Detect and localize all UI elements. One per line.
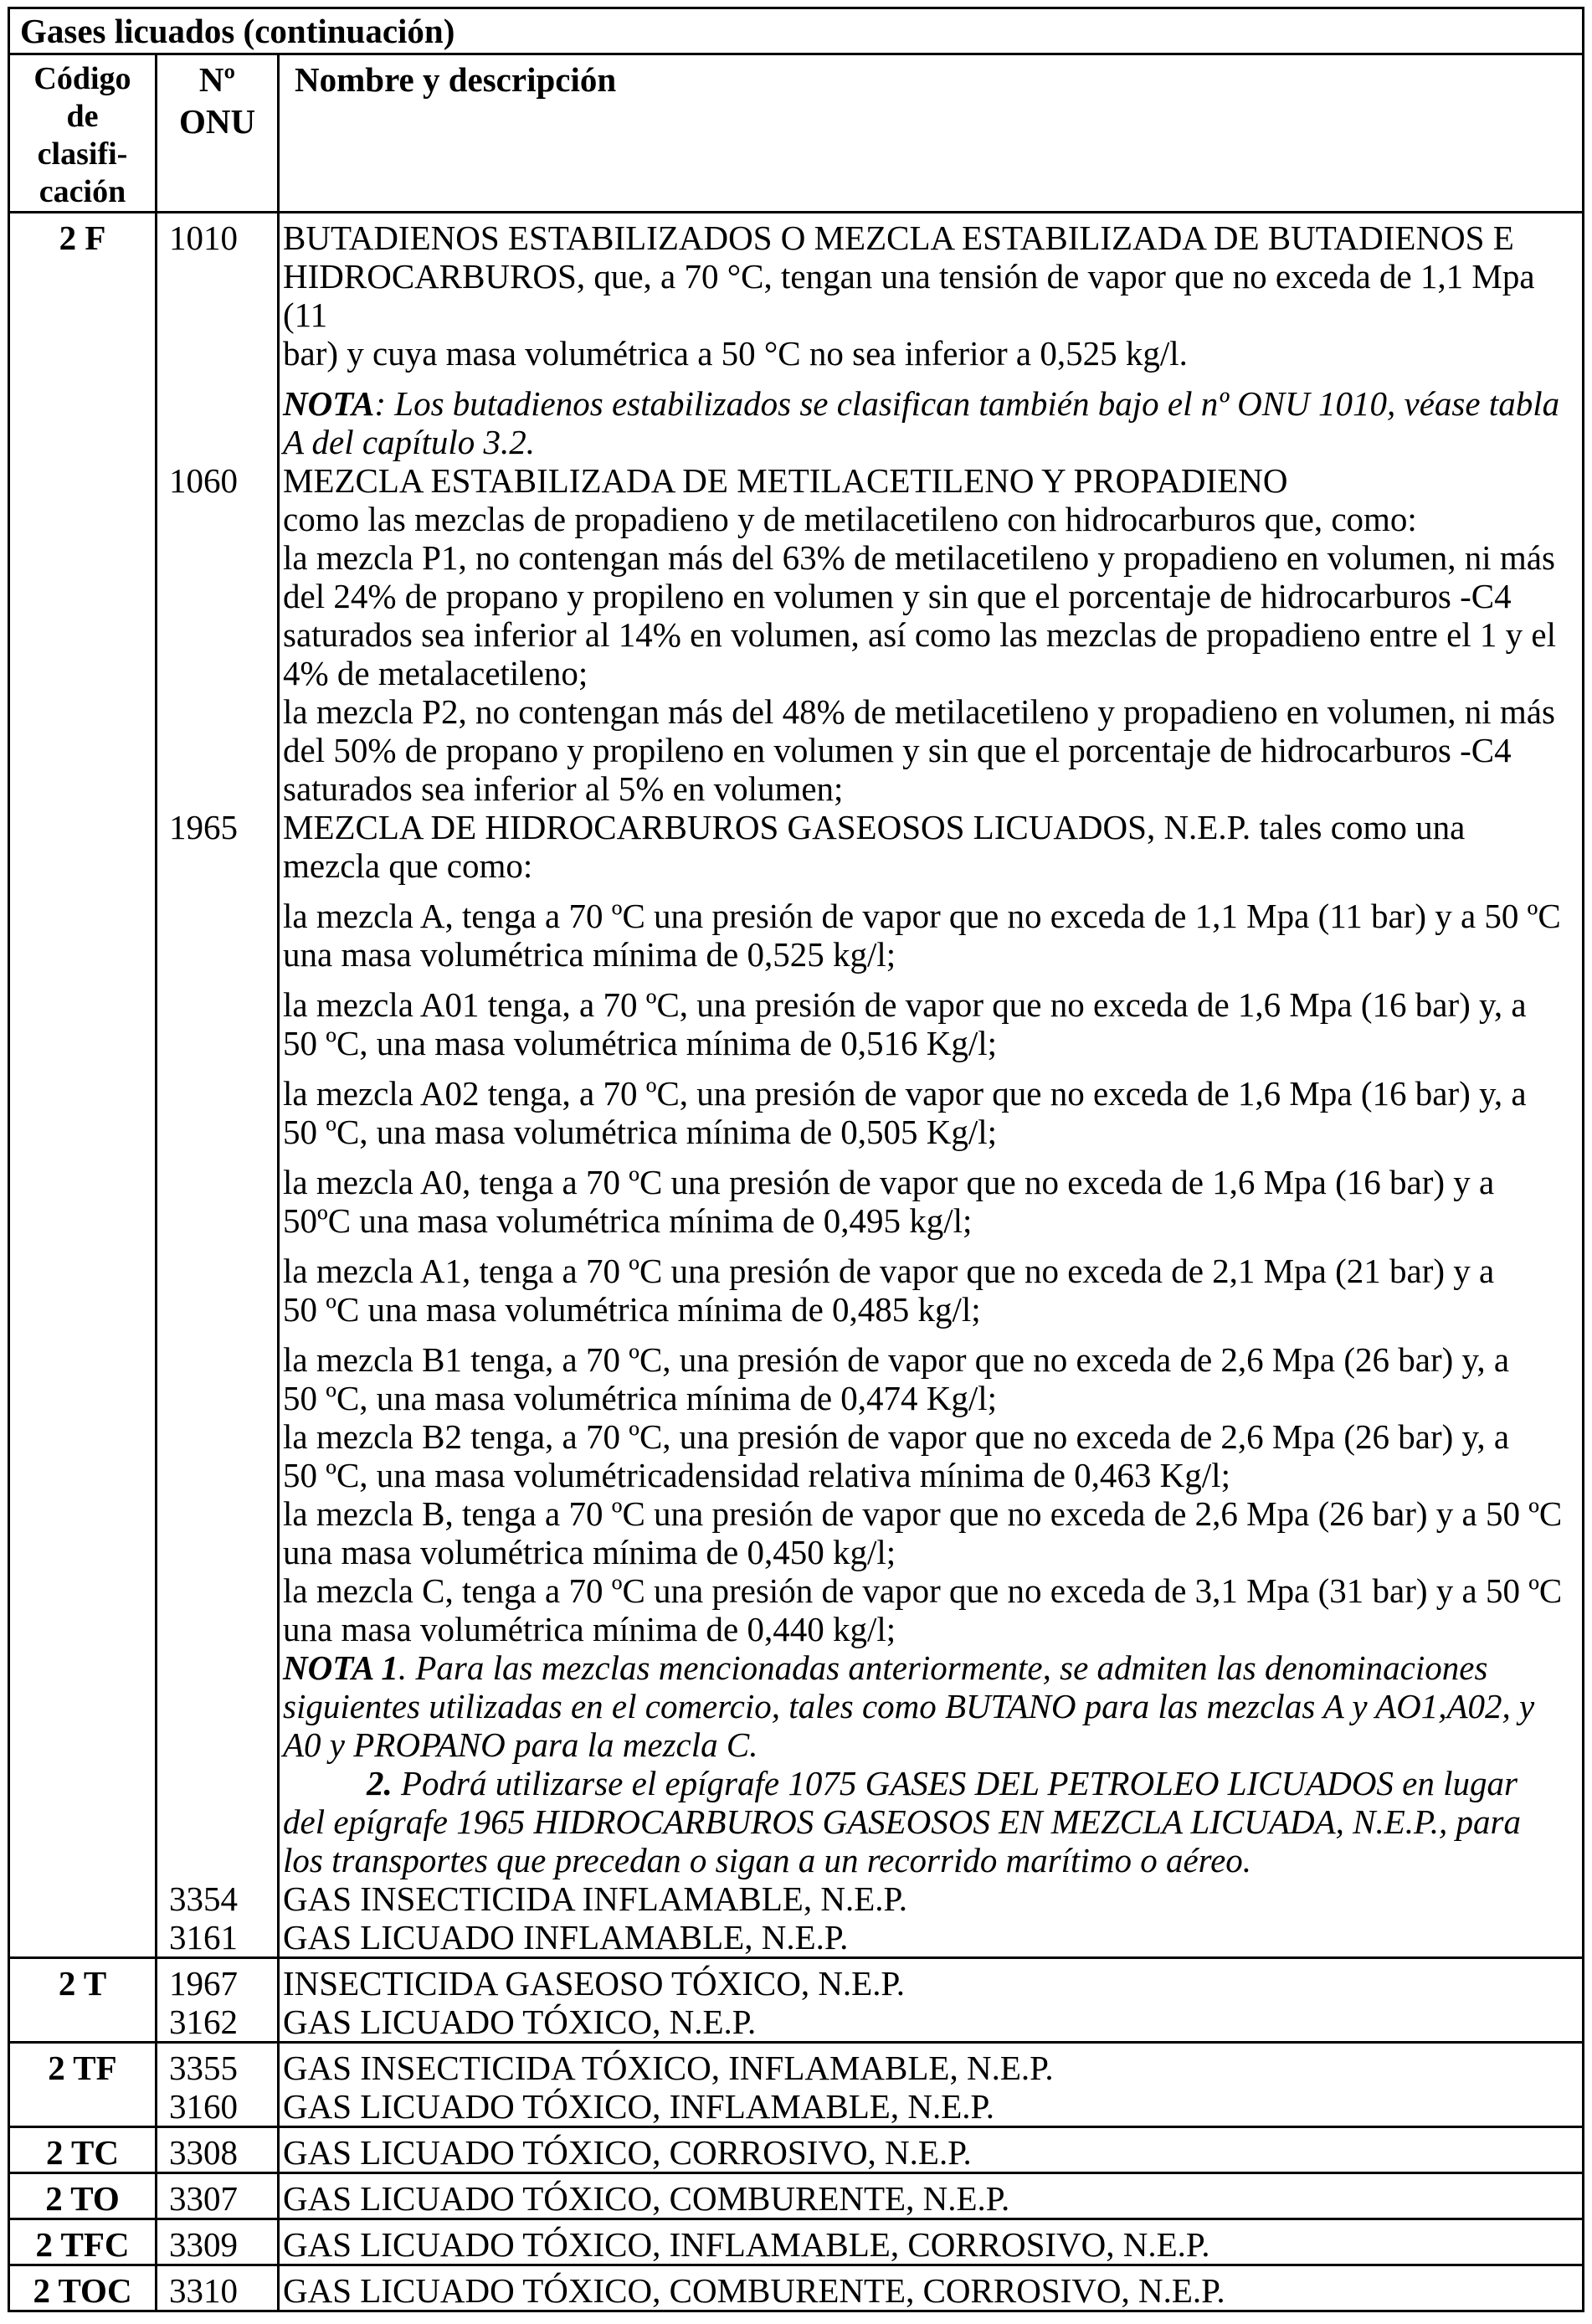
un-number: 3308 bbox=[169, 2133, 238, 2172]
description-line: del 24% de propano y propileno en volumen y sin que el porcentaje de hidrocarburos -C4 bbox=[283, 577, 1512, 615]
document-page bbox=[8, 7, 1584, 2314]
table-row bbox=[9, 2219, 1584, 2265]
description-line: GAS LICUADO TÓXICO, N.E.P. bbox=[283, 2003, 757, 2041]
un-number: 1060 bbox=[169, 461, 238, 500]
note-label: NOTA bbox=[283, 384, 375, 423]
note-text: Podrá utilizarse el epígrafe 1075 GASES DEL PETROLEO LICUADOS en lugar bbox=[392, 1764, 1518, 1802]
table-row bbox=[9, 2173, 1584, 2219]
un-number: 3309 bbox=[169, 2225, 238, 2264]
un-number-cell bbox=[157, 2265, 279, 2311]
table-row bbox=[9, 213, 1584, 1958]
description-line: INSECTICIDA GASEOSO TÓXICO, N.E.P. bbox=[283, 1964, 905, 2003]
note-label: 2. bbox=[367, 1764, 393, 1802]
entry-description bbox=[280, 2179, 1582, 2218]
description-line: bar) y cuya masa volumétrica a 50 °C no sea inferior a 0,525 kg/l. bbox=[283, 334, 1188, 373]
entry-description bbox=[280, 1918, 1582, 1956]
note-text: . Para las mezclas mencionadas anteriormente, se admiten las denominaciones bbox=[398, 1648, 1488, 1687]
header-code-line: de bbox=[66, 99, 99, 134]
note bbox=[283, 384, 1567, 461]
un-number: 3310 bbox=[169, 2271, 238, 2310]
entry-description bbox=[280, 2049, 1582, 2087]
description-line: GAS LICUADO TÓXICO, COMBURENTE, N.E.P. bbox=[283, 2179, 1010, 2218]
note-text: : Los butadienos estabilizados se clasifican también bajo el nº ONU 1010, véase tabla bbox=[374, 384, 1560, 423]
description-line: como las mezclas de propadieno y de metilacetileno con hidrocarburos que, como: bbox=[283, 500, 1417, 538]
description-line: GAS LICUADO TÓXICO, INFLAMABLE, CORROSIVO, N.E.P. bbox=[283, 2225, 1210, 2264]
un-number-cell bbox=[157, 213, 279, 1958]
entry-description bbox=[280, 1964, 1582, 2003]
mixture-line: la mezcla A0, tenga a 70 ºC una presión de vapor que no exceda de 1,6 Mpa (16 bar) y a bbox=[283, 1163, 1495, 1201]
classification-code: 2 TFC bbox=[9, 2219, 157, 2265]
un-number: 1967 bbox=[169, 1964, 238, 2003]
description-line: GAS LICUADO TÓXICO, COMBURENTE, CORROSIVO, N.E.P. bbox=[283, 2271, 1225, 2310]
un-number-cell bbox=[157, 2173, 279, 2219]
description-line: HIDROCARBUROS, que, a 70 °C, tengan una tensión de vapor que no exceda de 1,1 Mpa (11 bbox=[283, 257, 1535, 334]
description-cell bbox=[279, 2127, 1584, 2173]
table-row bbox=[9, 2265, 1584, 2311]
mixture-line: una masa volumétrica mínima de 0,525 kg/l; bbox=[283, 935, 896, 974]
classification-code: 2 TF bbox=[9, 2043, 157, 2127]
un-number: 3161 bbox=[169, 1918, 238, 1956]
un-number: 3160 bbox=[169, 2087, 238, 2126]
mixture-line: una masa volumétrica mínima de 0,450 kg/l; bbox=[283, 1533, 896, 1571]
classification-code: 2 TOC bbox=[9, 2265, 157, 2311]
description-cell bbox=[279, 2265, 1584, 2311]
note-line: A del capítulo 3.2. bbox=[283, 423, 536, 461]
description-line: GAS INSECTICIDA INFLAMABLE, N.E.P. bbox=[283, 1879, 908, 1918]
entry-description bbox=[280, 1879, 1582, 1918]
description-line: la mezcla P1, no contengan más del 63% de metilacetileno y propadieno en volumen, ni más bbox=[283, 538, 1555, 577]
header-code-line: clasifi- bbox=[37, 136, 128, 172]
header-code bbox=[9, 54, 157, 213]
note-line: del epígrafe 1965 HIDROCARBUROS GASEOSOS EN MEZCLA LICUADA, N.E.P., para bbox=[283, 1802, 1521, 1841]
table-row bbox=[9, 2127, 1584, 2173]
un-number: 3162 bbox=[169, 2003, 238, 2041]
gases-table bbox=[8, 7, 1584, 2312]
mixture-line: la mezcla A01 tenga, a 70 ºC, una presión de vapor que no exceda de 1,6 Mpa (16 bar) y, a bbox=[283, 985, 1527, 1024]
note-line bbox=[283, 384, 1567, 423]
description-line: GAS LICUADO TÓXICO, INFLAMABLE, N.E.P. bbox=[283, 2087, 995, 2126]
header-code-line: cación bbox=[39, 174, 126, 209]
entry-description bbox=[280, 2003, 1582, 2041]
header-name: Nombre y descripción bbox=[279, 54, 1584, 213]
table-row bbox=[9, 1958, 1584, 2043]
description-cell bbox=[279, 1958, 1584, 2043]
entry-description bbox=[280, 2271, 1582, 2310]
description-line: MEZCLA DE HIDROCARBUROS GASEOSOS LICUADOS, N.E.P. tales como una bbox=[283, 808, 1466, 846]
mixture-line: 50ºC una masa volumétrica mínima de 0,495 kg/l; bbox=[283, 1201, 973, 1240]
note-line: los transportes que precedan o sigan a un recorrido marítimo o aéreo. bbox=[283, 1841, 1252, 1879]
description-line: la mezcla P2, no contengan más del 48% de metilacetileno y propadieno en volumen, ni más bbox=[283, 692, 1555, 731]
mixture-line: la mezcla A02 tenga, a 70 ºC, una presión de vapor que no exceda de 1,6 Mpa (16 bar) y, a bbox=[283, 1074, 1527, 1113]
mixture-line: 50 ºC, una masa volumétrica mínima de 0,474 Kg/l; bbox=[283, 1379, 998, 1417]
mixture-line: la mezcla B2 tenga, a 70 ºC, una presión de vapor que no exceda de 2,6 Mpa (26 bar) y, a bbox=[283, 1417, 1510, 1456]
classification-code: 2 F bbox=[9, 213, 157, 1958]
description-line: saturados sea inferior al 5% en volumen; bbox=[283, 769, 844, 808]
description-cell bbox=[279, 2173, 1584, 2219]
classification-code: 2 TO bbox=[9, 2173, 157, 2219]
description-line: del 50% de propano y propileno en volumen y sin que el porcentaje de hidrocarburos -C4 bbox=[283, 731, 1512, 769]
note-label: NOTA 1 bbox=[283, 1648, 398, 1687]
entry-description bbox=[280, 461, 1582, 808]
entry-description bbox=[280, 2133, 1582, 2172]
un-number-cell bbox=[157, 2043, 279, 2127]
description-line: GAS INSECTICIDA TÓXICO, INFLAMABLE, N.E.P. bbox=[283, 2049, 1054, 2087]
note-line bbox=[283, 1764, 1567, 1802]
mixture-line: la mezcla B1 tenga, a 70 ºC, una presión de vapor que no exceda de 2,6 Mpa (26 bar) y, a bbox=[283, 1340, 1510, 1379]
classification-code: 2 T bbox=[9, 1958, 157, 2043]
classification-code: 2 TC bbox=[9, 2127, 157, 2173]
un-number: 3355 bbox=[169, 2049, 238, 2087]
un-number: 1965 bbox=[169, 808, 238, 846]
mixture-line: 50 ºC una masa volumétrica mínima de 0,485 kg/l; bbox=[283, 1290, 981, 1329]
entry-description bbox=[280, 808, 1582, 1879]
un-number-cell bbox=[157, 2127, 279, 2173]
un-number-cell bbox=[157, 2219, 279, 2265]
description-line: mezcla que como: bbox=[283, 846, 533, 885]
description-cell bbox=[279, 2043, 1584, 2127]
mixture-line: 50 ºC, una masa volumétricadensidad relativa mínima de 0,463 Kg/l; bbox=[283, 1456, 1230, 1494]
header-un-line: ONU bbox=[178, 102, 256, 141]
un-number: 3354 bbox=[169, 1879, 238, 1918]
header-un bbox=[157, 54, 279, 213]
entry-description bbox=[280, 2225, 1582, 2264]
mixture-line: 50 ºC, una masa volumétrica mínima de 0,505 Kg/l; bbox=[283, 1113, 998, 1151]
description-cell bbox=[279, 2219, 1584, 2265]
un-number: 1010 bbox=[169, 219, 238, 257]
description-line: GAS LICUADO INFLAMABLE, N.E.P. bbox=[283, 1918, 849, 1956]
mixture-line: la mezcla B, tenga a 70 ºC una presión de vapor que no exceda de 2,6 Mpa (26 bar) y a 50 ºC bbox=[283, 1494, 1563, 1533]
entry-description bbox=[280, 2087, 1582, 2126]
entry-description bbox=[280, 219, 1582, 461]
note-2 bbox=[283, 1764, 1567, 1879]
table-title: Gases licuados (continuación) bbox=[9, 8, 1584, 54]
un-number: 3307 bbox=[169, 2179, 238, 2218]
mixture-line: una masa volumétrica mínima de 0,440 kg/l; bbox=[283, 1610, 896, 1648]
description-line: MEZCLA ESTABILIZADA DE METILACETILENO Y PROPADIENO bbox=[283, 461, 1288, 500]
mixture-line: la mezcla A, tenga a 70 ºC una presión de vapor que no exceda de 1,1 Mpa (11 bar) y a 50 ºC bbox=[283, 897, 1561, 935]
description-cell bbox=[279, 213, 1584, 1958]
header-un-line: Nº bbox=[198, 60, 236, 99]
mixture-line: la mezcla A1, tenga a 70 ºC una presión de vapor que no exceda de 2,1 Mpa (21 bar) y a bbox=[283, 1252, 1495, 1290]
table-row bbox=[9, 2043, 1584, 2127]
note-line: A0 y PROPANO para la mezcla C. bbox=[283, 1725, 758, 1764]
un-number-cell bbox=[157, 1958, 279, 2043]
header-code-line: Código bbox=[33, 61, 131, 96]
note-line: siguientes utilizadas en el comercio, tales como BUTANO para las mezclas A y AO1,A02, y bbox=[283, 1687, 1535, 1725]
description-line: 4% de metalacetileno; bbox=[283, 654, 588, 692]
note-line bbox=[283, 1648, 1567, 1687]
description-line: GAS LICUADO TÓXICO, CORROSIVO, N.E.P. bbox=[283, 2133, 972, 2172]
mixture-line: 50 ºC, una masa volumétrica mínima de 0,516 Kg/l; bbox=[283, 1024, 998, 1062]
note-1 bbox=[283, 1648, 1567, 1764]
description-line: saturados sea inferior al 14% en volumen, así como las mezclas de propadieno entre el 1 y el bbox=[283, 615, 1557, 654]
mixture-line: la mezcla C, tenga a 70 ºC una presión de vapor que no exceda de 3,1 Mpa (31 bar) y a 50 ºC bbox=[283, 1571, 1563, 1610]
description-line: BUTADIENOS ESTABILIZADOS O MEZCLA ESTABILIZADA DE BUTADIENOS E bbox=[283, 219, 1514, 257]
